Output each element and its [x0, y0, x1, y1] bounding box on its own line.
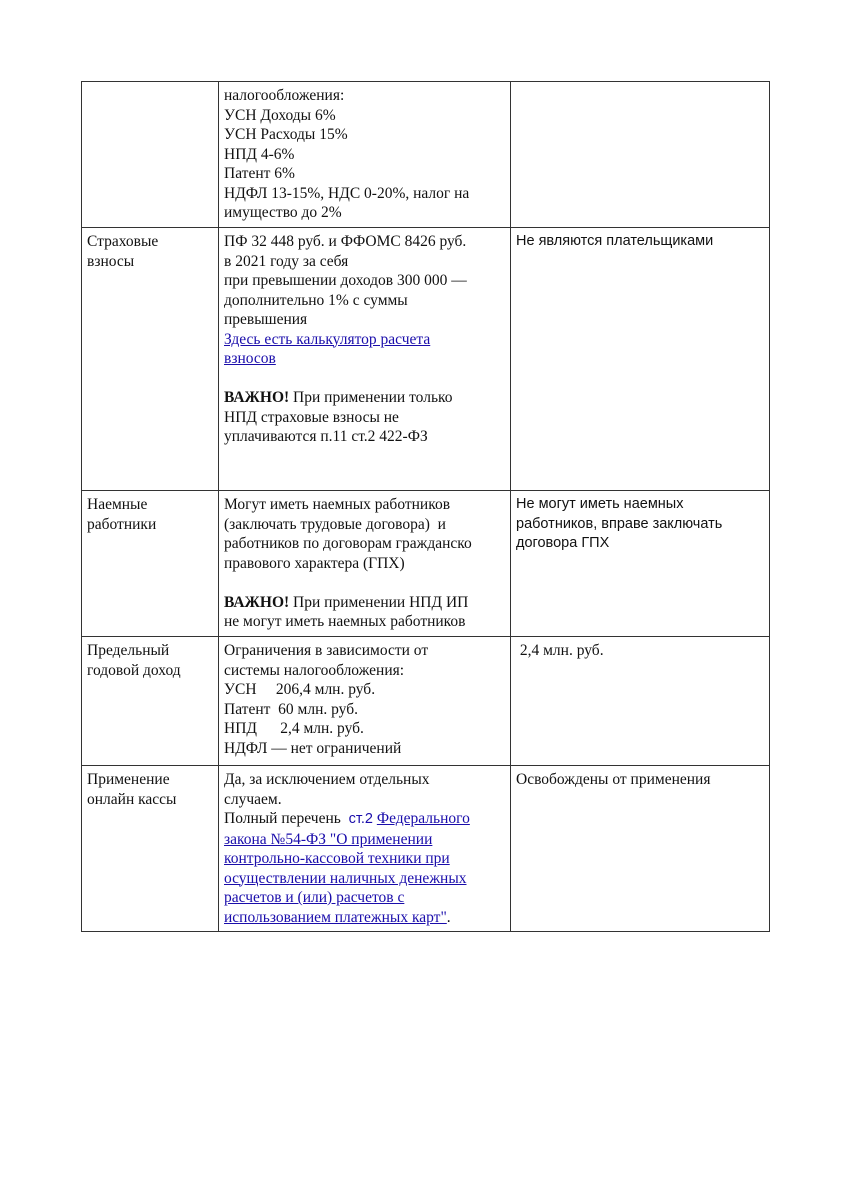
comparison-table	[81, 81, 770, 932]
table-row	[82, 637, 770, 766]
cell-line: ПФ 32 448 руб. и ФФОМС 8426 руб.	[224, 233, 467, 250]
important-text: При применении только	[289, 389, 453, 406]
ip-cell	[219, 766, 511, 932]
cell-line: (заключать трудовые договора) и	[224, 515, 446, 533]
link-text: взносов	[224, 350, 276, 367]
cell-line: Не являются плательщиками	[516, 233, 714, 249]
important-line	[224, 593, 506, 613]
reference-line	[224, 809, 506, 830]
table-row	[82, 766, 770, 932]
calculator-link-continued[interactable]	[224, 349, 506, 369]
important-line	[224, 388, 506, 408]
ip-cell	[219, 491, 511, 637]
reference-prefix: Полный перечень	[224, 810, 349, 827]
cell-line: УСН Расходы 15%	[224, 126, 348, 143]
link-text: контрольно-кассовой техники при	[224, 850, 450, 867]
link-text: осуществлении наличных денежных	[224, 869, 467, 887]
cell-line: НПД 4-6%	[224, 145, 295, 163]
cell-line: НДФЛ 13-15%, НДС 0-20%, налог на	[224, 184, 470, 202]
row-label-cell	[82, 491, 219, 637]
important-line: НПД страховые взносы не	[224, 408, 399, 426]
important-label: ВАЖНО!	[224, 593, 290, 611]
table-row	[82, 228, 770, 491]
important-line: не могут иметь наемных работников	[224, 613, 466, 630]
cell-line: Могут иметь наемных работников	[224, 496, 451, 513]
row-label: Предельный	[87, 642, 170, 659]
table-row	[82, 491, 770, 637]
cell-line: Патент 6%	[224, 165, 295, 182]
row-label: Наемные	[87, 496, 148, 513]
cell-line: при превышении доходов 300 000 —	[224, 272, 467, 289]
ip-cell	[219, 82, 511, 228]
important-text: При применении НПД ИП	[289, 593, 469, 611]
cell-line: УСН Доходы 6%	[224, 106, 336, 124]
cell-line: дополнительно 1% с суммы	[224, 291, 408, 309]
important-label: ВАЖНО!	[224, 389, 290, 406]
link-text: использованием платежных карт"	[224, 908, 447, 926]
row-label: Применение	[87, 771, 170, 788]
article-ref: ст.2	[348, 811, 373, 827]
row-label: онлайн кассы	[87, 790, 177, 808]
cell-line: налогообложения:	[224, 87, 345, 104]
cell-line: случаем.	[224, 790, 282, 808]
reference-suffix: .	[446, 908, 451, 926]
ip-cell	[219, 228, 511, 491]
link-text: Федерального	[376, 810, 470, 827]
link-text: Здесь есть калькулятор расчета	[224, 330, 431, 348]
npd-cell	[511, 491, 770, 637]
calculator-link[interactable]	[224, 330, 506, 350]
npd-cell	[511, 637, 770, 766]
npd-cell	[511, 766, 770, 932]
row-label: взносы	[87, 252, 135, 270]
table-row	[82, 82, 770, 228]
row-label-cell	[82, 637, 219, 766]
law-link-continued[interactable]	[224, 888, 506, 908]
link-last-line	[224, 908, 506, 928]
law-link-continued[interactable]	[224, 849, 506, 869]
cell-line: в 2021 году за себя	[224, 252, 349, 270]
cell-line: договора ГПХ	[516, 535, 610, 551]
cell-line: системы налогообложения:	[224, 661, 405, 679]
cell-line: УСН 206,4 млн. руб.	[224, 681, 376, 698]
cell-line: работников по договорам гражданско	[224, 535, 472, 552]
cell-line: Да, за исключением отдельных	[224, 771, 430, 788]
cell-line: 2,4 млн. руб.	[516, 642, 604, 659]
row-label-cell	[82, 766, 219, 932]
ip-cell	[219, 637, 511, 766]
cell-line: превышения	[224, 311, 308, 328]
row-label: годовой доход	[87, 661, 181, 679]
law-link-continued[interactable]	[224, 830, 506, 850]
cell-line: НПД 2,4 млн. руб.	[224, 720, 364, 737]
law-link-continued[interactable]	[224, 909, 447, 926]
important-line: уплачиваются п.11 ст.2 422-ФЗ	[224, 428, 428, 445]
link-text: расчетов и (или) расчетов с	[224, 889, 405, 906]
row-label: Страховые	[87, 233, 159, 250]
law-link-continued[interactable]	[224, 869, 506, 889]
row-label-cell	[82, 82, 219, 228]
spacer	[224, 369, 506, 389]
cell-line: имущество до 2%	[224, 204, 342, 221]
row-label: работники	[87, 515, 157, 533]
cell-line: Патент 60 млн. руб.	[224, 700, 358, 718]
law-link[interactable]	[377, 810, 470, 827]
cell-line: Не могут иметь наемных	[516, 496, 684, 512]
cell-line: Ограничения в зависимости от	[224, 642, 429, 659]
cell-line: работников, вправе заключать	[516, 515, 723, 532]
spacer	[224, 573, 506, 593]
row-label-cell	[82, 228, 219, 491]
link-text: закона №54-ФЗ "О применении	[224, 830, 433, 848]
cell-line: Освобождены от применения	[516, 771, 711, 788]
npd-cell	[511, 82, 770, 228]
cell-line: правового характера (ГПХ)	[224, 554, 405, 572]
npd-cell	[511, 228, 770, 491]
cell-line: НДФЛ — нет ограничений	[224, 739, 402, 757]
